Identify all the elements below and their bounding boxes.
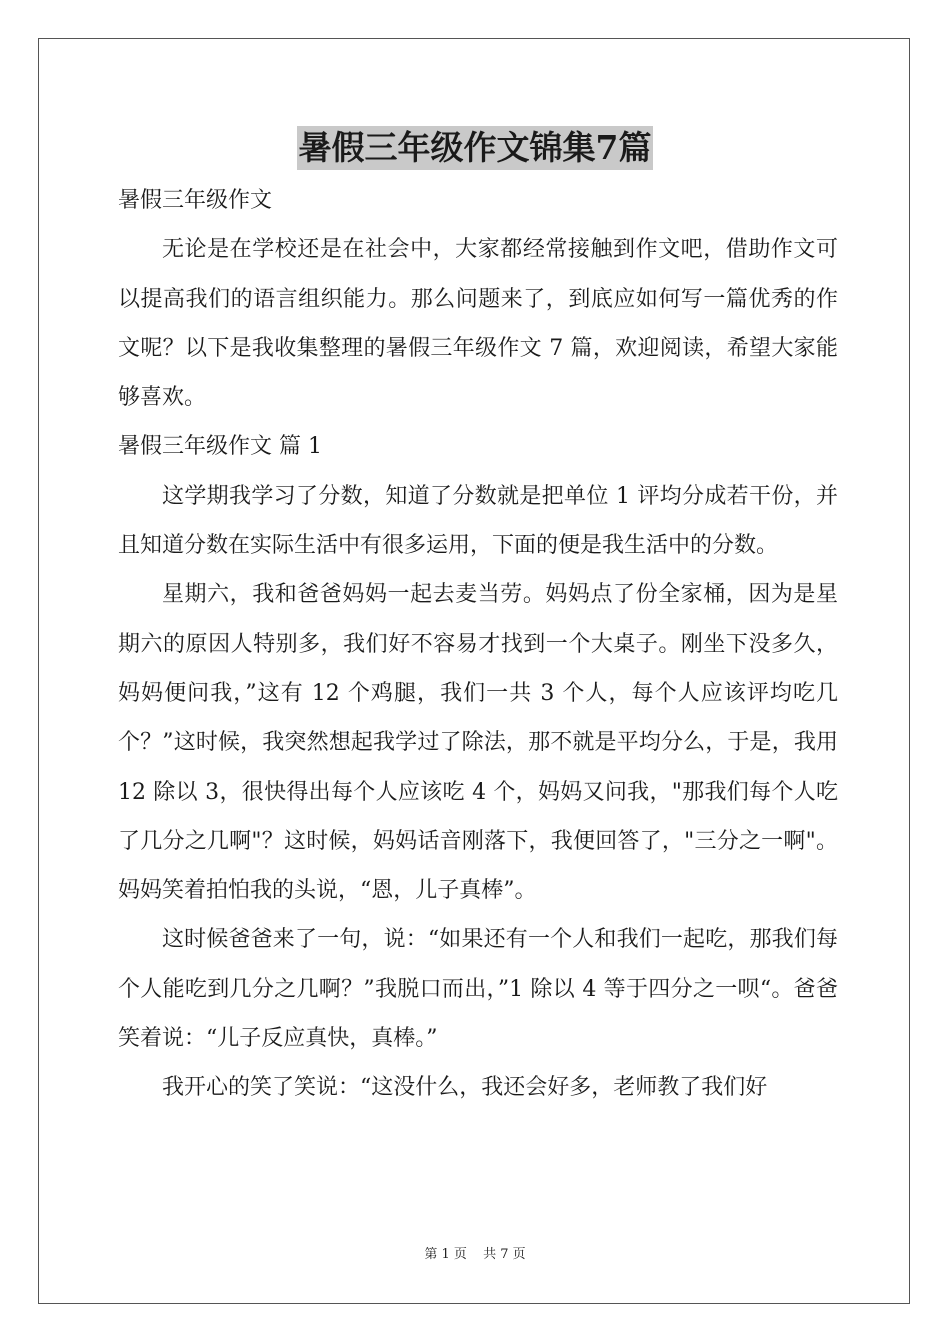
body-paragraph: 这时候爸爸来了一句，说：“如果还有一个人和我们一起吃，那我们每个人能吃到几分之几啊？”我脱口而出，”1 除以 4 等于四分之一呗“。爸爸笑着说：“儿子反应真快，真棒。”	[118, 927, 838, 1052]
body-paragraph: 这学期我学习了分数，知道了分数就是把单位 1 评均分成若干份，并且知道分数在实际生活中有很多运用，下面的便是我生活中的分数。	[118, 483, 838, 559]
page-number-total: 共 7 页	[483, 1247, 526, 1262]
page-footer	[0, 1246, 950, 1264]
page-number-current: 第 1 页	[424, 1247, 467, 1262]
body-paragraph: 星期六，我和爸爸妈妈一起去麦当劳。妈妈点了份全家桶，因为是星期六的原因人特别多，我们好不容易才找到一个大桌子。刚坐下没多久，妈妈便问我，”这有 12 个鸡腿，我们一共 3 个人，每个人应该评均吃几个？”这时候，我突然想起我学过了除法，那不就是平均分么，于是，我用 12 除以 3，很快得出每个人应该吃 4 个，妈妈又问我，"那我们每个人吃了几分之几啊"？这时候，妈妈话音刚落下，我便回答了，"三分之一啊"。妈妈笑着拍怕我的头说，“恩，儿子真棒”。	[118, 582, 838, 904]
section-heading: 暑假三年级作文 篇 1	[118, 434, 322, 460]
title-container	[0, 126, 950, 170]
intro-paragraph: 无论是在学校还是在社会中，大家都经常接触到作文吧，借助作文可以提高我们的语言组织能力。那么问题来了，到底应如何写一篇优秀的作文呢？以下是我收集整理的暑假三年级作文 7 篇，欢迎阅读，希望大家能够喜欢。	[118, 237, 838, 411]
document-title: 暑假三年级作文锦集7篇	[297, 126, 654, 170]
body-paragraph: 我开心的笑了笑说：“这没什么，我还会好多，老师教了我们好	[162, 1075, 768, 1101]
section-heading: 暑假三年级作文	[118, 188, 273, 213]
document-body	[118, 176, 838, 1113]
